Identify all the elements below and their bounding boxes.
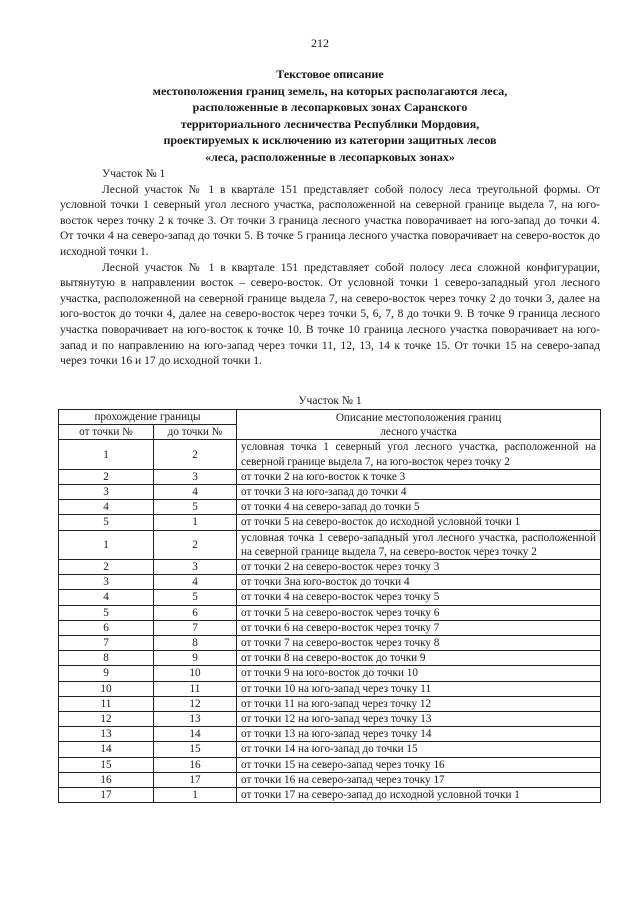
title-line: территориального лесничества Республики Мордовия, (180, 116, 480, 131)
description-cell: от точки 6 на северо-восток через точку 7 (237, 620, 601, 635)
description-cell: от точки 4 на северо-запад до точки 5 (237, 500, 601, 515)
body-text (60, 166, 600, 369)
from-point-cell: 9 (59, 666, 154, 681)
to-point-cell: 8 (154, 636, 237, 651)
description-cell: условная точка 1 северный угол лесного участка, расположенной на северной границе выдела 7, на юго-восток через точку 2 (237, 440, 601, 469)
table-row (59, 485, 601, 500)
to-point-cell: 9 (154, 651, 237, 666)
description-cell: от точки 5 на северо-восток через точку 6 (237, 605, 601, 620)
from-point-cell: 3 (59, 485, 154, 500)
table-row (59, 620, 601, 635)
table-row (59, 696, 601, 711)
to-point-cell: 4 (154, 575, 237, 590)
from-point-cell: 7 (59, 636, 154, 651)
from-point-cell: 1 (59, 530, 154, 559)
from-point-cell: 5 (59, 515, 154, 530)
from-point-cell: 5 (59, 605, 154, 620)
from-point-cell: 8 (59, 651, 154, 666)
to-point-cell: 5 (154, 500, 237, 515)
table-header-row (59, 410, 601, 425)
description-cell: от точки 13 на юго-запад через точку 14 (237, 727, 601, 742)
table-row (59, 590, 601, 605)
description-cell: от точки 3на юго-восток до точки 4 (237, 575, 601, 590)
from-point-cell: 14 (59, 742, 154, 757)
from-point-cell: 1 (59, 440, 154, 469)
table-row (59, 772, 601, 787)
description-cell: от точки 2 на юго-восток к точке 3 (237, 469, 601, 484)
paragraph: Лесной участок № 1 в квартале 151 представляет собой полосу леса сложной конфигурации, вытянутую в направлении восток – северо-восток. От условной точки 1 северо-западный угол лесного участка, расположенной на северной границе выдела 7, на северо-восток через точку 2 до точки 3, далее на юго-восток до точки 4, далее на северо-восток через точки 5, 6, 7, 8 до точки 9. В точке 9 граница лесного участка поворачивает на юго-восток к точке 10. В точке 10 граница лесного участка поворачивает на юго-запад и по направлению на юго-запад через точки 11, 12, 13, 14 к точке 15. От точки 15 на северо-запад через точки 16 и 17 до исходной точки 1. (60, 260, 600, 368)
to-point-cell: 2 (154, 530, 237, 559)
page-number: 212 (311, 36, 329, 50)
from-point-cell: 12 (59, 712, 154, 727)
title-line: проектируемых к исключению из категории защитных лесов (163, 133, 497, 148)
to-point-cell: 16 (154, 757, 237, 772)
table-row (59, 605, 601, 620)
from-point-cell: 3 (59, 575, 154, 590)
to-point-cell: 2 (154, 440, 237, 469)
to-point-cell: 17 (154, 772, 237, 787)
paragraph: Лесной участок № 1 в квартале 151 представляет собой полосу леса треугольной формы. От условной точки 1 северный угол лесного участка, расположенной на северной границе выдела 7, на юго-восток через точку 2 к точке 3. От точки 3 граница лесного участка поворачивает на юго-запад до точки 4. От точки 4 на северо-запад до точки 5. В точке 5 граница лесного участка поворачивает на северо-восток до исходной точки 1. (60, 182, 600, 258)
description-cell: от точки 9 на юго-восток до точки 10 (237, 666, 601, 681)
table-row (59, 515, 601, 530)
table-row (59, 742, 601, 757)
from-point-cell: 16 (59, 772, 154, 787)
to-point-cell: 13 (154, 712, 237, 727)
table-row (59, 500, 601, 515)
description-cell: от точки 4 на северо-восток через точку 5 (237, 590, 601, 605)
section-heading: Участок № 1 (102, 167, 166, 180)
description-cell: условная точка 1 северо-западный угол лесного участка, расположенной на северной границе выдела 7, на северо-восток через точку 2 (237, 530, 601, 559)
to-point-cell: 1 (154, 515, 237, 530)
table-body (59, 440, 601, 803)
from-point-cell: 13 (59, 727, 154, 742)
description-cell: от точки 10 на юго-запад через точку 11 (237, 681, 601, 696)
from-point-cell: 17 (59, 788, 154, 803)
header-description-line: лесного участка (380, 425, 457, 438)
description-cell: от точки 17 на северо-запад до исходной условной точки 1 (237, 788, 601, 803)
header-description-line: Описание местоположения границ (335, 411, 502, 424)
to-point-cell: 6 (154, 605, 237, 620)
from-point-cell: 15 (59, 757, 154, 772)
to-point-cell: 11 (154, 681, 237, 696)
table-row (59, 440, 601, 469)
table-row (59, 681, 601, 696)
to-point-cell: 14 (154, 727, 237, 742)
description-cell: от точки 12 на юго-запад через точку 13 (237, 712, 601, 727)
to-point-cell: 15 (154, 742, 237, 757)
boundary-table (58, 409, 601, 803)
to-point-cell: 10 (154, 666, 237, 681)
from-point-cell: 10 (59, 681, 154, 696)
table-row (59, 666, 601, 681)
table-row (59, 469, 601, 484)
from-point-cell: 6 (59, 620, 154, 635)
header-description (237, 410, 601, 440)
from-point-cell: 11 (59, 696, 154, 711)
table-row (59, 712, 601, 727)
table-row (59, 757, 601, 772)
to-point-cell: 7 (154, 620, 237, 635)
to-point-cell: 12 (154, 696, 237, 711)
title-line: Текстовое описание (276, 67, 384, 81)
description-cell: от точки 3 на юго-запад до точки 4 (237, 485, 601, 500)
from-point-cell: 2 (59, 560, 154, 575)
description-cell: от точки 8 на северо-восток до точки 9 (237, 651, 601, 666)
from-point-cell: 2 (59, 469, 154, 484)
description-cell: от точки 11 на юго-запад через точку 12 (237, 696, 601, 711)
description-cell: от точки 5 на северо-восток до исходной условной точки 1 (237, 515, 601, 530)
table-row (59, 575, 601, 590)
to-point-cell: 4 (154, 485, 237, 500)
header-boundary-passage: прохождение границы (59, 410, 237, 425)
document-title (60, 66, 600, 166)
header-from-point: от точки № (59, 425, 154, 440)
table-row (59, 560, 601, 575)
table-caption: Участок № 1 (298, 394, 362, 407)
header-to-point: до точки № (154, 425, 237, 440)
table-row (59, 530, 601, 559)
table-row (59, 727, 601, 742)
description-cell: от точки 2 на северо-восток через точку 3 (237, 560, 601, 575)
table-row (59, 788, 601, 803)
to-point-cell: 3 (154, 560, 237, 575)
title-line: местоположения границ земель, на которых располагаются леса, (152, 83, 508, 98)
description-cell: от точки 15 на северо-запад через точку 16 (237, 757, 601, 772)
from-point-cell: 4 (59, 500, 154, 515)
title-line: «леса, расположенные в лесопарковых зонах» (205, 149, 455, 164)
table-row (59, 651, 601, 666)
to-point-cell: 1 (154, 788, 237, 803)
description-cell: от точки 16 на северо-запад через точку 17 (237, 772, 601, 787)
table-row (59, 636, 601, 651)
to-point-cell: 3 (154, 469, 237, 484)
title-line: расположенные в лесопарковых зонах Саранского (192, 100, 468, 115)
to-point-cell: 5 (154, 590, 237, 605)
description-cell: от точки 14 на юго-запад до точки 15 (237, 742, 601, 757)
from-point-cell: 4 (59, 590, 154, 605)
description-cell: от точки 7 на северо-восток через точку 8 (237, 636, 601, 651)
